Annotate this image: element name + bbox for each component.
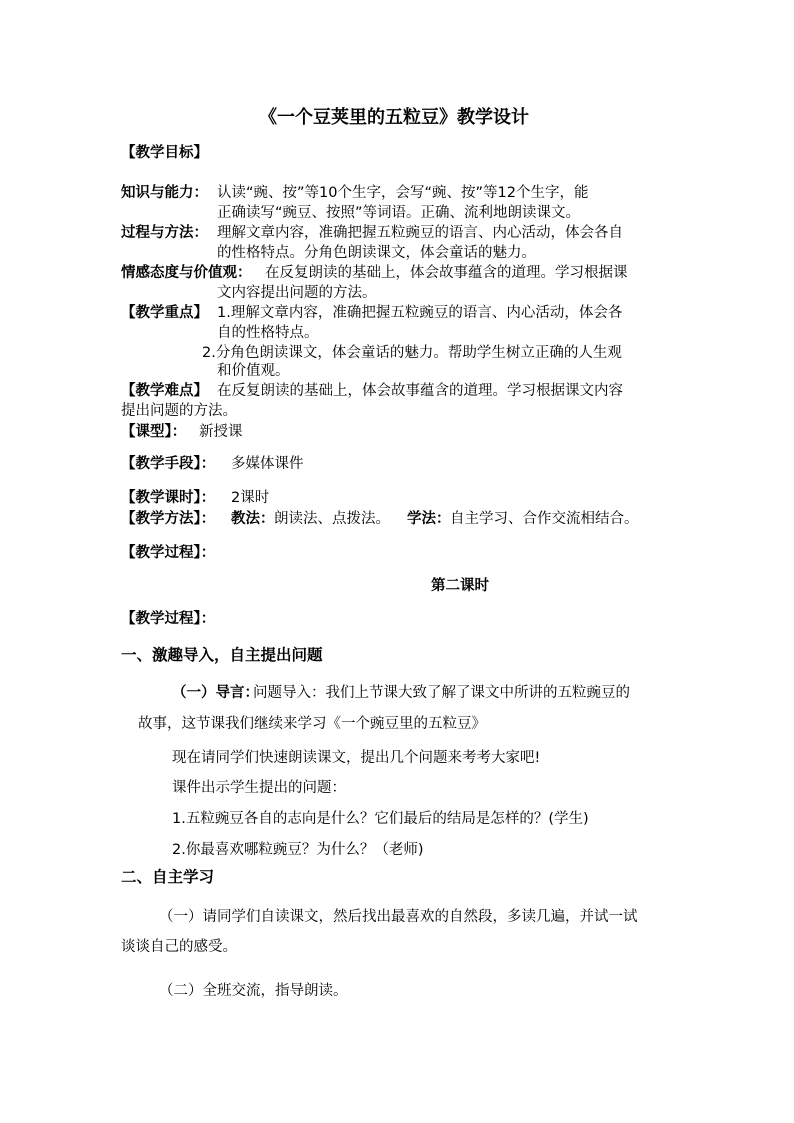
methods-label: 【教学方法】：	[121, 511, 216, 527]
means-value: 多媒体课件	[231, 456, 304, 472]
second-lesson-heading: 第二课时	[431, 578, 489, 594]
intro-label: （一）导言：	[172, 685, 259, 701]
intro-line-2: 故事，这节课我们继续来学习《一个豌豆里的五粒豆》	[138, 716, 486, 732]
section-2-paragraph-2: （二）全班交流，指导朗读。	[159, 983, 348, 999]
lesson-type-label: 【课型】：	[121, 424, 187, 440]
page-title: 《一个豆荚里的五粒豆》教学设计	[259, 107, 529, 128]
process-header-2: 【教学过程】：	[121, 611, 216, 627]
key-points-line-2: 自的性格特点。	[217, 325, 319, 341]
difficulties-label: 【教学难点】	[121, 383, 208, 399]
question-1: 1.五粒豌豆各自的志向是什么？它们最后的结局是怎样的？(学生)	[172, 811, 589, 827]
lesson-type-value: 新授课	[199, 424, 243, 440]
section-2-heading: 二、自主学习	[121, 868, 215, 886]
process-line-1: 理解文章内容，准确把握五粒豌豆的语言、内心活动，体会各自	[217, 225, 623, 241]
teach-method-value: 朗读法、点拨法。	[274, 511, 390, 527]
knowledge-line-2: 正确读写“豌豆、按照”等词语。正确、流利地朗读课文。	[217, 205, 581, 221]
knowledge-label: 知识与能力：	[121, 185, 208, 201]
means-label: 【教学手段】：	[121, 456, 216, 472]
difficulties-line-1: 在反复朗读的基础上，体会故事蕴含的道理。学习根据课文内容	[217, 383, 623, 399]
learn-method-label: 学法：	[407, 511, 451, 527]
key-points-line-3: 2.分角色朗读课文，体会童话的魅力。帮助学生树立正确的人生观	[202, 345, 622, 361]
emotion-line-2: 文内容提出问题的方法。	[217, 285, 377, 301]
learn-method-value: 自主学习、合作交流相结合。	[450, 511, 639, 527]
teach-method-label: 教法：	[231, 511, 275, 527]
emotion-line-1: 在反复朗读的基础上，体会故事蕴含的道理。学习根据课	[265, 265, 628, 281]
section-1-paragraph-1: 现在请同学们快速朗读课文，提出几个问题来考考大家吧!	[172, 750, 541, 766]
hours-value: 2课时	[231, 490, 270, 506]
goals-header: 【教学目标】	[121, 145, 208, 161]
knowledge-line-1: 认读“豌、按”等10个生字，会写“豌、按”等12个生字，能	[217, 185, 589, 201]
section-2-paragraph-1-line-2: 谈谈自己的感受。	[121, 939, 237, 955]
section-1-heading: 一、激趣导入，自主提出问题	[121, 646, 323, 664]
key-points-line-4: 和价值观。	[217, 363, 290, 379]
emotion-label: 情感态度与价值观：	[121, 265, 252, 281]
hours-label: 【教学课时】：	[121, 490, 216, 506]
process-header-1: 【教学过程】：	[121, 545, 216, 561]
section-2-paragraph-1-line-1: （一）请同学们自读课文，然后找出最喜欢的自然段，多读几遍，并试一试	[159, 909, 638, 925]
key-points-line-1: 1.理解文章内容，准确把握五粒豌豆的语言、内心活动，体会各	[217, 305, 623, 321]
process-label: 过程与方法：	[121, 225, 208, 241]
key-points-label: 【教学重点】	[121, 305, 208, 321]
intro-line-1: 问题导入：我们上节课大致了解了课文中所讲的五粒豌豆的	[253, 685, 630, 701]
process-line-2: 的性格特点。分角色朗读课文，体会童话的魅力。	[217, 245, 536, 261]
difficulties-line-2: 提出问题的方法。	[121, 403, 237, 419]
question-2: 2.你最喜欢哪粒豌豆？为什么？（老师)	[172, 842, 424, 858]
section-1-paragraph-2: 课件出示学生提出的问题：	[172, 780, 346, 796]
